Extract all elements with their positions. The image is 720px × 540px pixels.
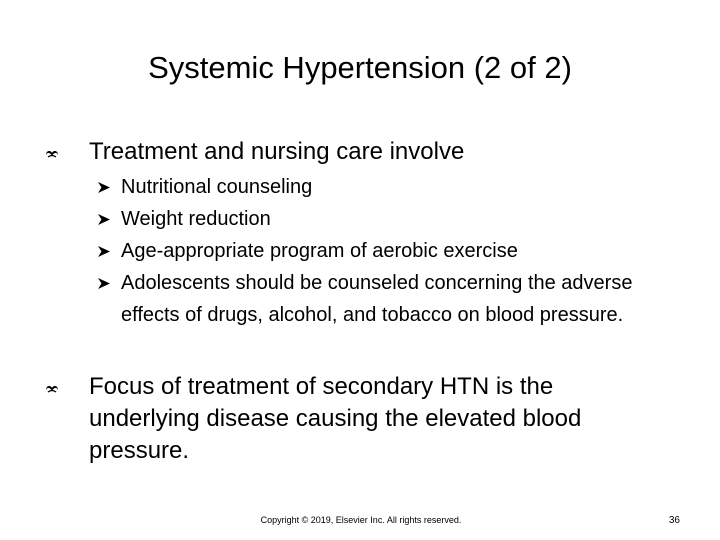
sub-bullet-text: Adolescents should be counseled concerning the adverse effects of drugs, alcohol, and tobacco on blood pressure.	[121, 272, 633, 326]
bullet-text: Focus of treatment of secondary HTN is the underlying disease causing the elevated blood pressure.	[89, 373, 582, 464]
slide-title: Systemic Hypertension (2 of 2)	[148, 50, 572, 85]
page-number: 36	[668, 515, 680, 526]
bullet-text: Treatment and nursing care involve	[89, 138, 465, 165]
sub-bullet-text: Age-appropriate program of aerobic exercise	[121, 240, 518, 262]
bullet-item	[45, 371, 649, 467]
arrowhead-bullet-icon	[97, 181, 111, 194]
bullet-group-focus	[45, 371, 665, 467]
sub-bullet-item	[45, 171, 665, 203]
sub-bullet-item	[45, 203, 665, 235]
fleur-bullet-icon	[45, 382, 59, 394]
arrowhead-bullet-icon	[97, 245, 111, 258]
sub-bullet-text: Nutritional counseling	[121, 176, 313, 198]
slide-footer	[0, 512, 720, 532]
bullet-group-treatment	[45, 136, 665, 331]
sub-bullet-item	[45, 235, 665, 267]
sub-bullet-list	[45, 171, 665, 331]
arrowhead-bullet-icon	[97, 213, 111, 226]
sub-bullet-item	[45, 267, 665, 331]
bullet-item	[45, 136, 665, 168]
arrowhead-bullet-icon	[97, 277, 111, 290]
fleur-bullet-icon	[45, 147, 59, 159]
copyright-notice: Copyright © 2019, Elsevier Inc. All rights reserved.	[260, 515, 462, 525]
sub-bullet-text: Weight reduction	[121, 208, 271, 230]
